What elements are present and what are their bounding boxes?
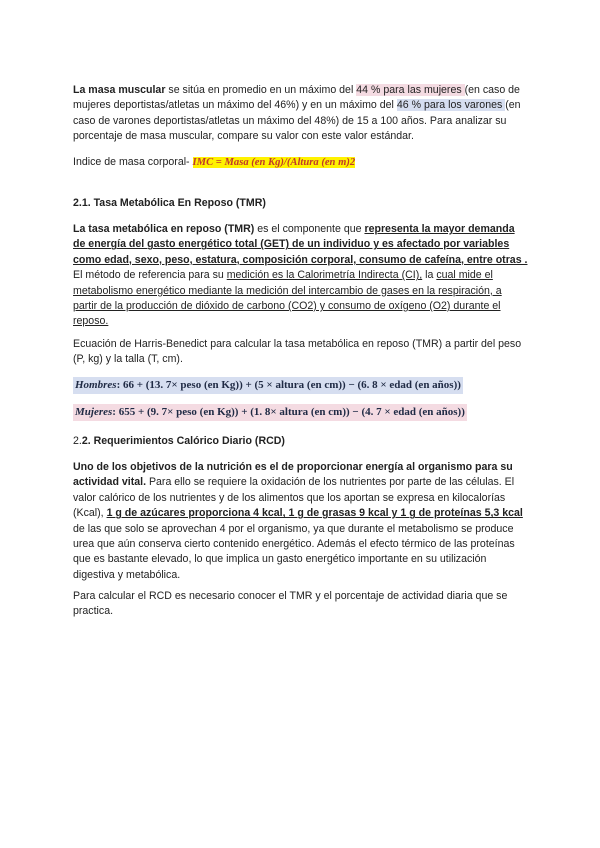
men-percentage-highlight: 46 % para los varones [396,99,506,112]
ci-description: cual mide el metabolismo energético mediante la medición del intercambio de gases en la respiración, a partir de la producción de dióxido de carbono (CO2) y consumo de oxígeno (O2) durante el reposo. [73,269,502,328]
section-2-1-title: 2.1. Tasa Metabólica En Reposo (TMR) [73,197,266,209]
text-run: (en caso de varones deportistas/atletas un máximo del 48%) de 15 a 100 años. Para analizar su porcentaje de masa muscular, compare su valor con este valor estándar. [73,99,521,143]
rcd-closing-paragraph: Para calcular el RCD es necesario conocer el TMR y el porcentaje de actividad diaria que se practica. [73,590,508,618]
tmr-paragraph [73,222,528,330]
tmr-term: La tasa metabólica en reposo (TMR) [73,223,255,235]
text-run: se sitúa en promedio en un máximo del [165,84,357,96]
imc-label: Indice de masa corporal- [73,156,193,168]
imc-formula: IMC = Masa (en Kg)/(Altura (en m)2 [192,157,356,168]
text-run: Para ello se requiere la oxidación de los nutrientes por parte de las células. El valor calórico de los nutrientes y de los alimentos que los aportan se expresa en kilocalorías (Kcal), [73,476,515,520]
tmr-demand-emphasis: representa la mayor demanda de energía del gasto energético total (GET) de un individuo y es afectado por variables como edad, sexo, peso, estatura, composición corporal, consumo de cafeína, entre otras . [73,223,528,266]
text-run: es el componente que [254,223,365,235]
text-run: de las que solo se aprovechan 4 por el organismo, ya que durante el metabolismo se produce urea que aún conserva cierto contenido energético. Además el efecto térmico de las proteínas que es bastante elevado, lo que implica un gasto energético importante en su utilización digestiva y metabólica. [73,522,515,581]
muscle-mass-term: La masa muscular [73,84,166,96]
ci-method: medición es la Calorimetría Indirecta (CI), [226,269,423,282]
harris-benedict-intro: Ecuación de Harris-Benedict para calcular la tasa metabólica en reposo (TMR) a partir del peso (P, kg) y la talla (T, cm). [73,338,522,366]
equation-hombres-text: : 66 + (13. 7× peso (en Kg)) + (5 × altura (en cm)) − (6. 8 × edad (en años)) [116,379,461,391]
equation-mujeres-text: : 655 + (9. 7× peso (en Kg)) + (1. 8× altura (en cm)) − (4. 7 × edad (en años)) [112,406,465,418]
text-run: la [422,269,437,282]
section-2-2-heading: 2. Requerimientos Calórico Diario (RCD) [81,435,285,447]
equation-mujeres-label: Mujeres [75,406,113,418]
equation-hombres [73,377,463,394]
text-run: (en caso de mujeres deportistas/atletas un máximo del 46%) y en un máximo del [73,84,520,112]
women-percentage-highlight: 44 % para las mujeres [356,84,465,96]
equation-hombres-label: Hombres [75,379,117,391]
imc-line [73,155,528,170]
section-2-2-number: 2. [73,435,82,447]
text-run: El método de referencia para su [73,269,227,282]
rcd-paragraph [73,460,528,583]
nutrition-objective: Uno de los objetivos de la nutrición es el de proporcionar energía al organismo para su actividad vital. [73,461,513,489]
equation-mujeres [73,404,467,421]
section-2-2-title [73,434,528,449]
muscle-mass-paragraph [73,83,528,145]
caloric-values-emphasis: 1 g de azúcares proporciona 4 kcal, 1 g de grasas 9 kcal y 1 g de proteínas 5,3 kcal [106,507,523,520]
